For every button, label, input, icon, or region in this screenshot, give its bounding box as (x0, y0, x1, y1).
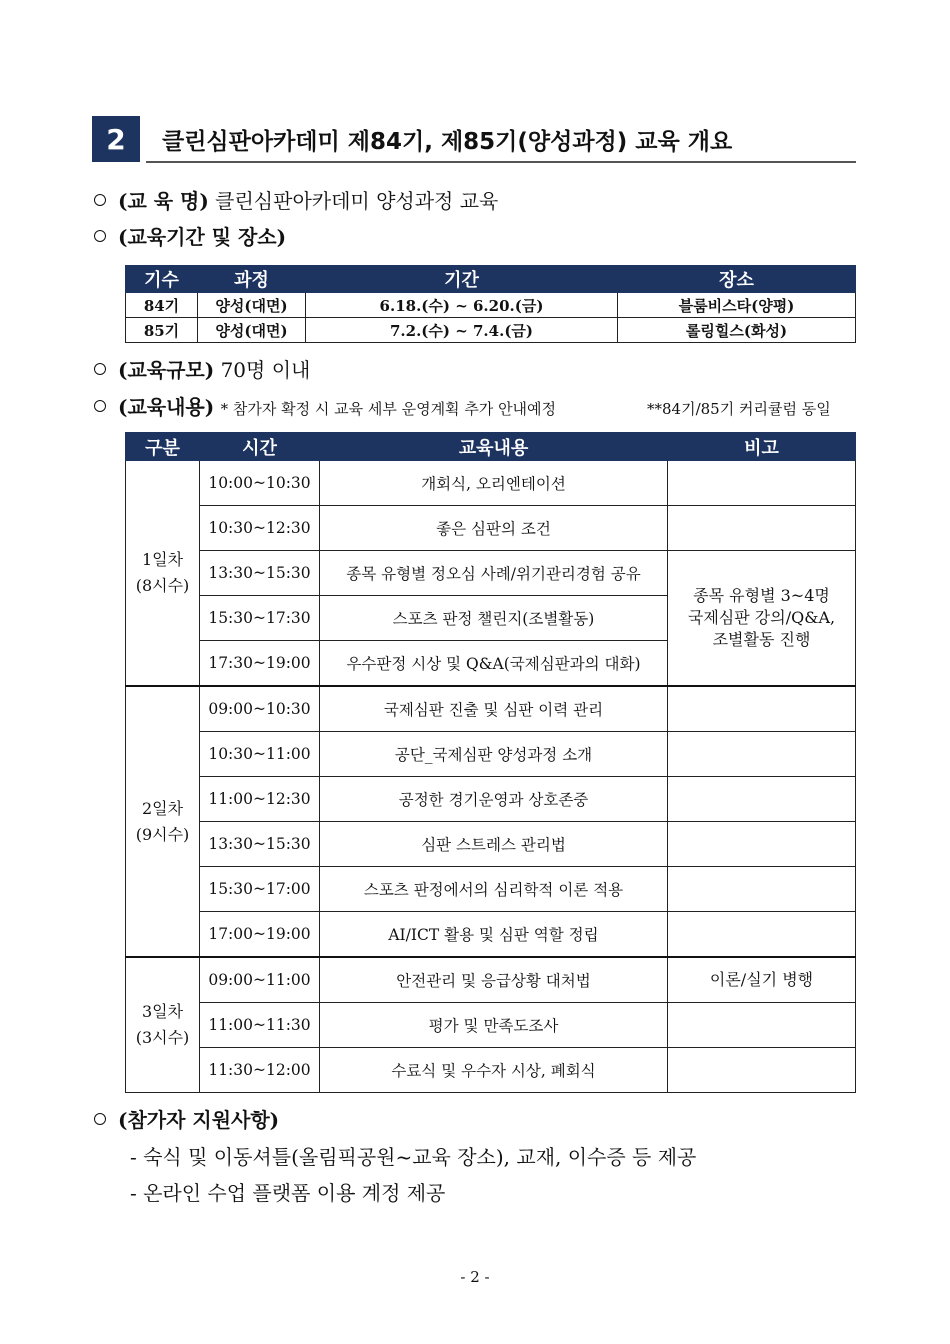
section-title: 클린심판아카데미 제84기, 제85기(양성과정) 교육 개요 (162, 129, 733, 155)
day-hours: (3시수) (135, 1028, 190, 1047)
time-cell: 09:00~10:30 (200, 686, 320, 732)
circle-bullet-icon (94, 363, 106, 375)
time-cell: 15:30~17:00 (200, 867, 320, 912)
note-line: 종목 유형별 3~4명 (693, 586, 830, 605)
note-cell (668, 867, 856, 912)
place-cell: 블룸비스타(양평) (618, 293, 856, 318)
note-cell (668, 686, 856, 732)
cohort-cell: 85기 (126, 318, 198, 343)
table-row (126, 822, 856, 867)
bullet-label: (교육기간 및 장소) (118, 225, 287, 249)
time-cell: 10:30~12:30 (200, 506, 320, 551)
time-cell: 13:30~15:30 (200, 551, 320, 596)
table-row (126, 461, 856, 506)
content-cell: 공정한 경기운영과 상호존중 (320, 777, 668, 822)
note-cell (668, 732, 856, 777)
bullet-content (94, 394, 831, 422)
table-row (126, 318, 856, 343)
note-cell (668, 822, 856, 867)
table-row (126, 1003, 856, 1048)
time-cell: 10:30~11:00 (200, 732, 320, 777)
time-cell: 09:00~11:00 (200, 957, 320, 1003)
note-cell (668, 912, 856, 958)
period-cell: 7.2.(수) ~ 7.4.(금) (306, 318, 618, 343)
bullet-label: (참가자 지원사항) (118, 1108, 280, 1132)
bullet-label: (교 육 명) (118, 189, 209, 213)
column-header: 비고 (668, 433, 856, 461)
note-cell (668, 506, 856, 551)
column-header: 장소 (618, 266, 856, 293)
table-row (126, 777, 856, 822)
day-cell (126, 461, 200, 687)
period-cell: 6.18.(수) ~ 6.20.(금) (306, 293, 618, 318)
note-cell (668, 777, 856, 822)
day-label: 2일차 (141, 798, 184, 818)
table-header-row (126, 266, 856, 293)
content-cell: 스포츠 판정에서의 심리학적 이론 적용 (320, 867, 668, 912)
content-cell: 스포츠 판정 챌린지(조별활동) (320, 596, 668, 641)
time-cell: 11:00~11:30 (200, 1003, 320, 1048)
day-label: 3일차 (141, 1002, 184, 1021)
content-cell: 국제심판 진출 및 심판 이력 관리 (320, 686, 668, 732)
table-row (126, 867, 856, 912)
page-number: - 2 - (460, 1268, 490, 1286)
note-line: 국제심판 강의/Q&A, (687, 608, 836, 627)
time-cell: 11:00~12:30 (200, 777, 320, 822)
section-number: 2 (92, 116, 140, 162)
bullet-value: 클린심판아카데미 양성과정 교육 (215, 189, 499, 213)
note-cell (668, 461, 856, 506)
content-cell: 공단_국제심판 양성과정 소개 (320, 732, 668, 777)
cohort-cell: 84기 (126, 293, 198, 318)
table-row (126, 957, 856, 1003)
bullet-label: (교육내용) (118, 395, 215, 419)
content-cell: 안전관리 및 응급상황 대처법 (320, 957, 668, 1003)
schedule-table (125, 265, 856, 343)
circle-bullet-icon (94, 230, 106, 242)
circle-bullet-icon (94, 1113, 106, 1125)
bullet-support (94, 1107, 279, 1133)
note-cell (668, 551, 856, 687)
content-cell: 개회식, 오리엔테이션 (320, 461, 668, 506)
day-hours: (9시수) (135, 824, 190, 844)
bullet-label: (교육규모) (118, 358, 215, 382)
bullet-course-name (94, 188, 498, 214)
content-cell: 종목 유형별 정오심 사례/위기관리경험 공유 (320, 551, 668, 596)
column-header: 교육내용 (320, 433, 668, 461)
time-cell: 17:30~19:00 (200, 641, 320, 687)
curriculum-table (125, 432, 856, 1093)
day-label: 1일차 (141, 550, 184, 569)
time-cell: 15:30~17:30 (200, 596, 320, 641)
content-cell: AI/ICT 활용 및 심판 역할 정립 (320, 912, 668, 958)
column-header: 기간 (306, 266, 618, 293)
content-cell: 수료식 및 우수자 시상, 폐회식 (320, 1048, 668, 1093)
note-cell (668, 1003, 856, 1048)
time-cell: 17:00~19:00 (200, 912, 320, 958)
content-cell: 심판 스트레스 관리법 (320, 822, 668, 867)
table-row (126, 293, 856, 318)
time-cell: 13:30~15:30 (200, 822, 320, 867)
course-cell: 양성(대면) (198, 293, 306, 318)
bullet-scale (94, 357, 310, 383)
day-cell (126, 957, 200, 1093)
table-row (126, 506, 856, 551)
content-cell: 좋은 심판의 조건 (320, 506, 668, 551)
content-cell: 평가 및 만족도조사 (320, 1003, 668, 1048)
support-item: - 온라인 수업 플랫폼 이용 계정 제공 (130, 1181, 446, 1205)
day-cell (126, 686, 200, 957)
table-row (126, 1048, 856, 1093)
note-cell (668, 1048, 856, 1093)
course-cell: 양성(대면) (198, 318, 306, 343)
column-header: 기수 (126, 266, 198, 293)
time-cell: 11:30~12:00 (200, 1048, 320, 1093)
time-cell: 10:00~10:30 (200, 461, 320, 506)
circle-bullet-icon (94, 194, 106, 206)
column-header: 시간 (200, 433, 320, 461)
section-header (92, 116, 856, 164)
table-row (126, 686, 856, 732)
content-cell: 우수판정 시상 및 Q&A(국제심판과의 대화) (320, 641, 668, 687)
place-cell: 롤링힐스(화성) (618, 318, 856, 343)
circle-bullet-icon (94, 400, 106, 412)
content-note: * 참가자 확정 시 교육 세부 운영계획 추가 안내예정 (220, 400, 557, 418)
table-header-row (126, 433, 856, 461)
table-row (126, 912, 856, 958)
note-cell: 이론/실기 병행 (668, 957, 856, 1003)
column-header: 구분 (126, 433, 200, 461)
day-hours: (8시수) (135, 576, 190, 595)
note-line: 조별활동 진행 (712, 630, 811, 649)
bullet-period-place (94, 224, 286, 250)
column-header: 과정 (198, 266, 306, 293)
header-divider (146, 161, 856, 163)
support-item: - 숙식 및 이동셔틀(올림픽공원~교육 장소), 교재, 이수증 등 제공 (130, 1145, 697, 1169)
curriculum-note: **84기/85기 커리큘럼 동일 (647, 400, 831, 418)
table-row (126, 732, 856, 777)
table-row (126, 551, 856, 596)
bullet-value: 70명 이내 (220, 358, 311, 382)
